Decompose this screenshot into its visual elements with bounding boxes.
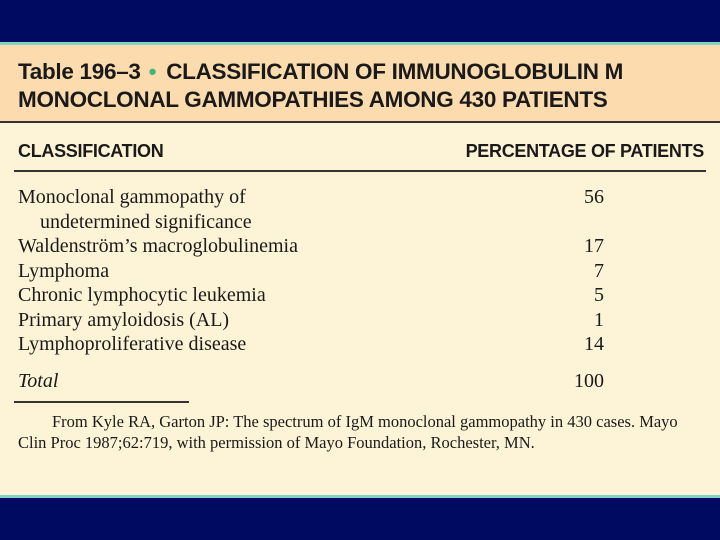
row-label: Primary amyloidosis (AL) xyxy=(18,308,230,331)
total-value: 100 xyxy=(574,369,604,392)
source-note: From Kyle RA, Garton JP: The spectrum of IgM monoclonal gammopathy in 430 cases. Mayo Clin Proc 1987;62:719, with permission of Mayo Foundation, Rochester, MN. xyxy=(18,412,678,452)
total-label: Total xyxy=(18,369,59,392)
title-text-line-2: MONOCLONAL GAMMOPATHIES AMONG 430 PATIENTS xyxy=(18,87,608,112)
table-row xyxy=(18,259,604,284)
table-body xyxy=(18,185,604,393)
row-value: 17 xyxy=(584,235,604,257)
total-divider xyxy=(14,401,189,403)
table-row-continuation xyxy=(18,210,604,235)
title-text-line-1: CLASSIFICATION OF IMMUNOGLOBULIN M xyxy=(166,59,624,84)
table-row xyxy=(18,185,604,210)
header-divider xyxy=(14,170,706,172)
table-row xyxy=(18,234,604,259)
bullet-icon: • xyxy=(148,59,157,84)
row-label: Monoclonal gammopathy of xyxy=(18,186,246,208)
table-row xyxy=(18,332,604,357)
row-label: Waldenström’s macroglobulinemia xyxy=(18,235,298,257)
row-value: 56 xyxy=(584,186,604,208)
row-value: 5 xyxy=(594,284,604,306)
row-label-continued: undetermined significance xyxy=(40,210,252,233)
total-row xyxy=(18,369,604,394)
table-panel xyxy=(0,42,720,498)
table-title xyxy=(18,58,708,114)
title-divider xyxy=(0,121,720,123)
column-header-classification: CLASSIFICATION xyxy=(18,141,164,161)
row-label: Lymphoma xyxy=(18,259,110,282)
row-value: 1 xyxy=(594,308,604,331)
table-row xyxy=(18,283,604,308)
title-line-1 xyxy=(18,58,708,86)
table-row xyxy=(18,308,604,333)
column-header-percentage: PERCENTAGE OF PATIENTS xyxy=(465,141,704,161)
row-label: Chronic lymphocytic leukemia xyxy=(18,284,266,306)
row-value: 14 xyxy=(584,333,604,355)
row-value: 7 xyxy=(594,259,604,282)
table-number: Table 196–3 xyxy=(18,59,141,84)
row-label: Lymphoproliferative disease xyxy=(18,333,247,355)
